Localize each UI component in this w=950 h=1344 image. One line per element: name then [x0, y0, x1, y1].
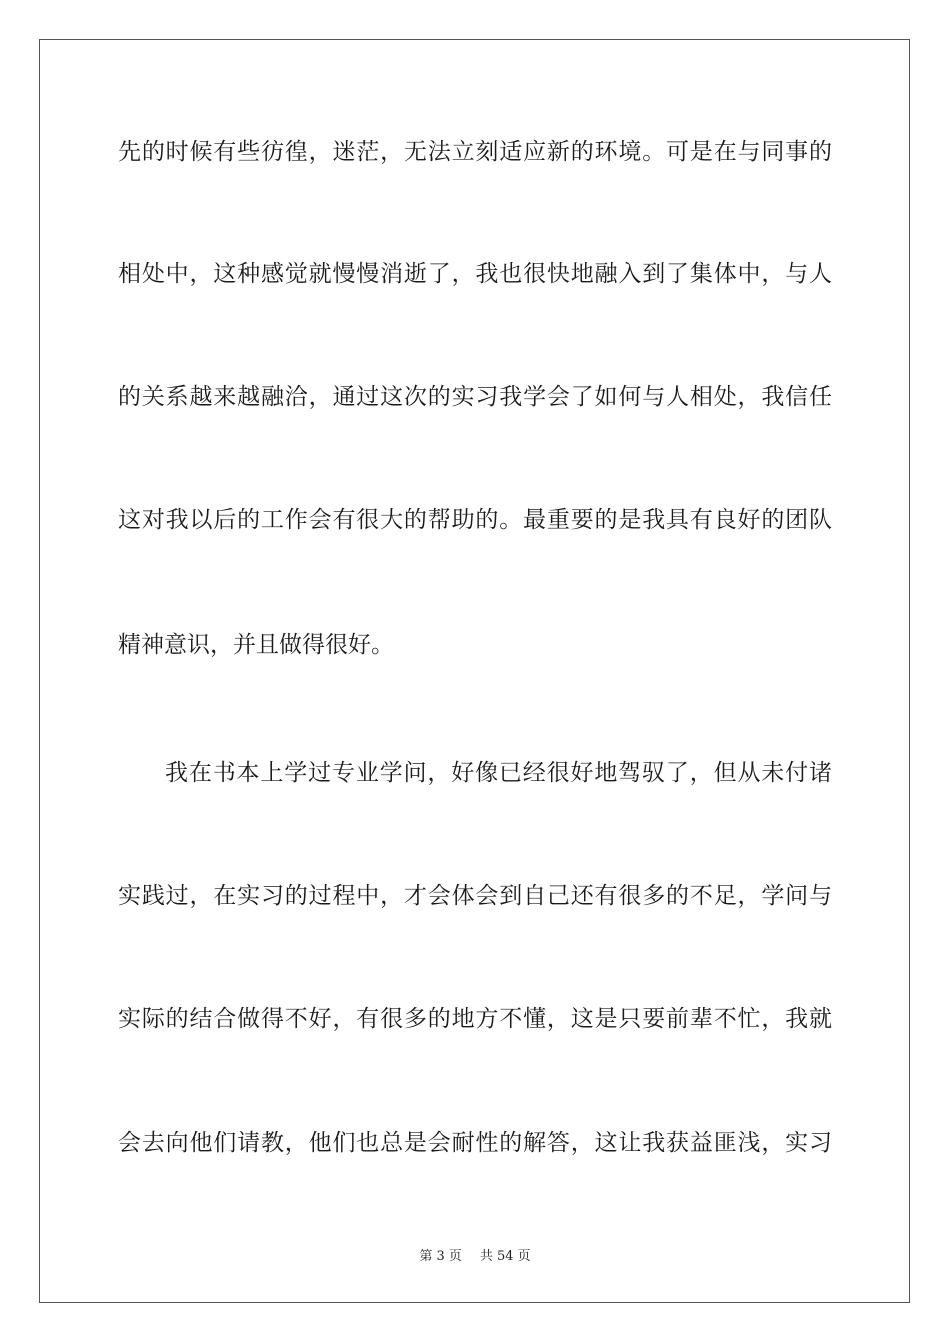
text-line: 实践过，在实习的过程中，才会体会到自己还有很多的不足，学问与 [118, 883, 832, 909]
page-border [39, 39, 910, 1303]
text-line: 我在书本上学过专业学问，好像已经很好地驾驭了，但从未付诸 [165, 760, 832, 786]
text-line: 的关系越来越融洽，通过这次的实习我学会了如何与人相处，我信任 [118, 384, 832, 410]
page-footer [0, 1248, 950, 1266]
text-line: 先的时候有些彷徨，迷茫，无法立刻适应新的环境。可是在与同事的 [118, 139, 832, 165]
text-line: 实际的结合做得不好，有很多的地方不懂，这是只要前辈不忙，我就 [118, 1006, 832, 1032]
text-line: 这对我以后的工作会有很大的帮助的。最重要的是我具有良好的团队 [118, 507, 832, 533]
text-line: 精神意识，并且做得很好。 [118, 632, 394, 658]
text-line: 相处中，这种感觉就慢慢消逝了，我也很快地融入到了集体中，与人 [118, 261, 832, 287]
total-pages: 共 54 页 [479, 1249, 531, 1264]
page-number: 第 3 页 [419, 1249, 462, 1264]
text-line: 会去向他们请教，他们也总是会耐性的解答，这让我获益匪浅，实习 [118, 1130, 832, 1156]
